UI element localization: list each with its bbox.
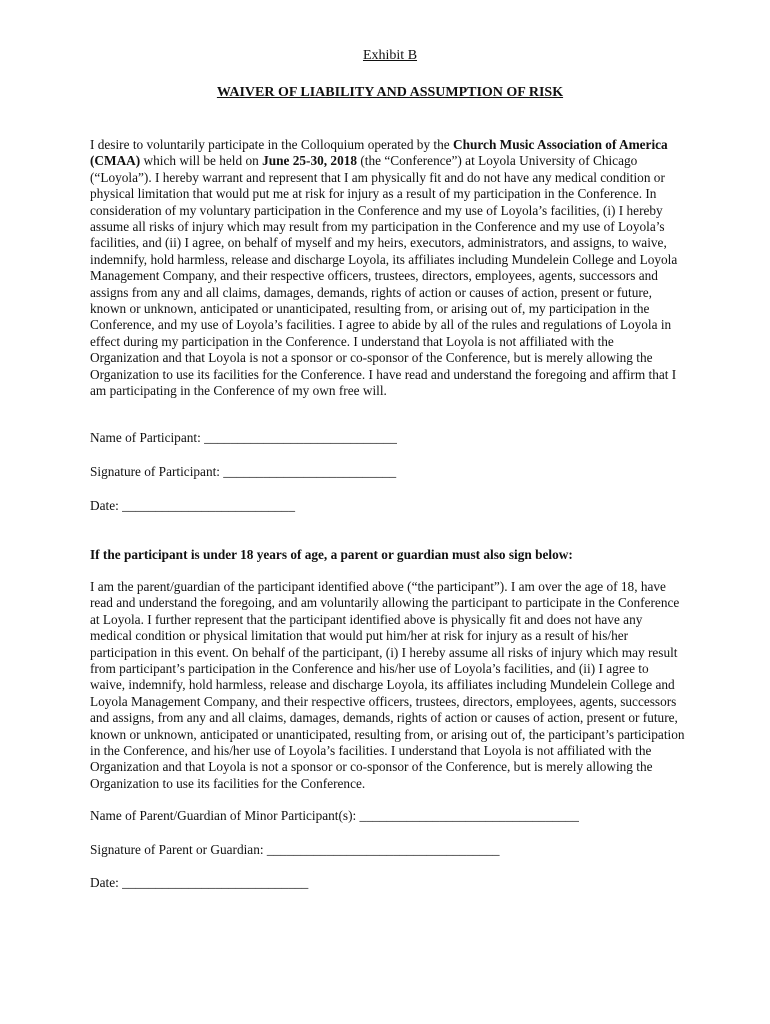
- paragraph-text: (the “Conference”) at Loyola University of Chicago (“Loyola”). I hereby warrant and represent that I am physically fit and do not have any medical condition or physical limitation that would put me at risk for injury as a result of my participation in the Conference. In consideration of my voluntary participation in the Conference and my use of Loyola’s facilities, (i) I hereby assume all risks of injury which may result from my participation in the Conference and my use of Loyola’s facilities, and (ii) I agree, on behalf of myself and my heirs, executors, administrators, and assigns, to waive, indemnify, hold harmless, release and discharge Loyola, its affiliates including Mundelein College and Loyola Management Company, and their respective officers, trustees, directors, employees, agents, successors and assigns from any and all claims, damages, demands, rights of action or causes of action, present or future, known or unknown, anticipated or unanticipated, resulting from, or arising out of, my participation in the Conference, and my use of Loyola’s facilities. I agree to abide by all of the rules and regulations of Loyola in effect during my participation in the Conference. I understand that Loyola is not affiliated with the Organization and that Loyola is not a sponsor or co-sponsor of the Conference, but is merely allowing the Organization to use its facilities for the Conference. I have read and understand the foregoing and affirm that I am participating in the Conference of my own free will.: [90, 153, 678, 399]
- organization-name: Church Music Association of America (CMAA): [90, 137, 668, 169]
- guardian-waiver-paragraph: I am the parent/guardian of the participant identified above (“the participant”). I am over the age of 18, have read and understand the foregoing, and am voluntarily allowing the participant to participate in the Conference at Loyola. I further represent that the participant identified above is physically fit and does not have any medical condition or physical limitation that would put him/her at risk for injury as a result of his/her participation in this event. On behalf of the participant, (i) I hereby assume all risks of injury which may result from participant’s participation in the Conference and his/her use of Loyola’s facilities, and (ii) I agree to waive, indemnify, hold harmless, release and discharge Loyola, its affiliates including Mundelein College and Loyola Management Company, and their respective officers, trustees, directors, employees, agents, successors and assigns, from any and all claims, damages, demands, rights of action or causes of action, present or future, known or unknown, anticipated or unanticipated, resulting from, or arising out of, the participant’s participation in the Conference, and his/her use of Loyola’s facilities. I understand that Loyola is not affiliated with the Organization and that Loyola is not a sponsor or co-sponsor of the Conference, but is merely allowing the Organization to use its facilities for the Conference.: [90, 579, 685, 791]
- paragraph-text: I desire to voluntarily participate in the Colloquium operated by the: [90, 137, 453, 152]
- document-title: WAIVER OF LIABILITY AND ASSUMPTION OF RISK: [216, 85, 564, 100]
- exhibit-label: Exhibit B: [362, 48, 418, 63]
- guardian-name-field[interactable]: Name of Parent/Guardian of Minor Participant(s): _________________________________: [90, 808, 579, 823]
- participant-waiver-paragraph: [90, 137, 686, 400]
- participant-name-field[interactable]: Name of Participant: _____________________________: [90, 430, 397, 445]
- minor-section-heading: If the participant is under 18 years of age, a parent or guardian must also sign below:: [90, 547, 573, 562]
- participant-signature-field[interactable]: Signature of Participant: __________________________: [90, 464, 397, 479]
- guardian-signature-field[interactable]: Signature of Parent or Guardian: ___________________________________: [90, 842, 500, 857]
- participant-date-field[interactable]: Date: __________________________: [90, 498, 295, 513]
- guardian-date-field[interactable]: Date: ____________________________: [90, 875, 309, 890]
- paragraph-text: which will be held on: [140, 153, 263, 169]
- conference-dates: June 25-30, 2018: [262, 153, 358, 169]
